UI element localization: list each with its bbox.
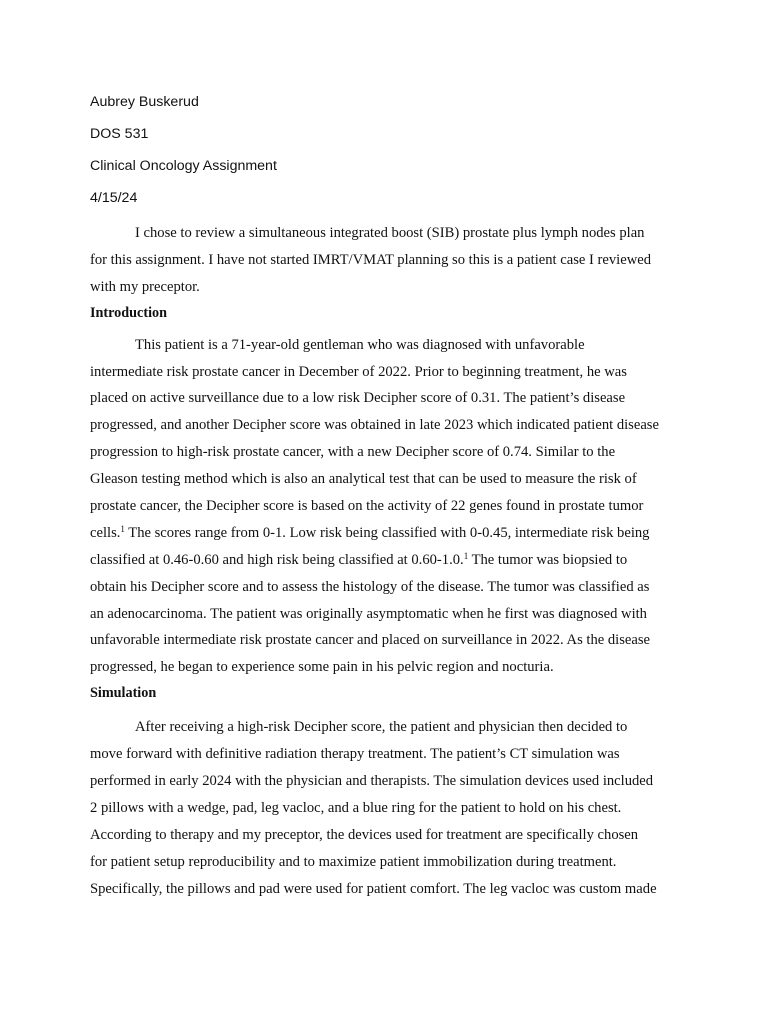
line-text: classified at 0.46-0.60 and high risk being classified at 0.60-1.0. bbox=[90, 551, 464, 568]
text-line: with my preceptor. bbox=[90, 278, 200, 295]
course-code: DOS 531 bbox=[90, 126, 149, 142]
text-line: According to therapy and my preceptor, the devices used for treatment are specifically chosen bbox=[90, 826, 639, 843]
assignment-title: Clinical Oncology Assignment bbox=[90, 158, 277, 174]
text-line: Specifically, the pillows and pad were used for patient comfort. The leg vacloc was custom made bbox=[90, 880, 657, 897]
text-line: I chose to review a simultaneous integrated boost (SIB) prostate plus lymph nodes plan bbox=[135, 225, 645, 241]
text-line: an adenocarcinoma. The patient was originally asymptomatic when he first was diagnosed with bbox=[90, 605, 647, 622]
text-line: for this assignment. I have not started IMRT/VMAT planning so this is a patient case I reviewed bbox=[90, 251, 652, 268]
text-line: obtain his Decipher score and to assess the histology of the disease. The tumor was classified as bbox=[90, 578, 650, 595]
text-line: progressed, and another Decipher score was obtained in late 2023 which indicated patient disease bbox=[90, 417, 659, 434]
citation-superscript: 1 bbox=[463, 550, 469, 561]
assignment-date: 4/15/24 bbox=[90, 190, 138, 206]
text-line: move forward with definitive radiation therapy treatment. The patient’s CT simulation was bbox=[90, 746, 620, 763]
text-line: unfavorable intermediate risk prostate cancer and placed on surveillance in 2022. As the disease bbox=[90, 632, 651, 649]
text-line: progression to high-risk prostate cancer, with a new Decipher score of 0.74. Similar to the bbox=[90, 444, 616, 461]
text-line-with-citation bbox=[90, 547, 682, 574]
line-text: The scores range from 0-1. Low risk being classified with 0-0.45, intermediate risk being bbox=[124, 524, 650, 541]
line-text: The tumor was biopsied to bbox=[468, 551, 628, 568]
introduction-heading: Introduction bbox=[90, 304, 167, 321]
text-line-with-citation bbox=[90, 520, 682, 547]
line-text: cells. bbox=[90, 524, 121, 541]
text-line: progressed, he began to experience some pain in his pelvic region and nocturia. bbox=[90, 659, 554, 676]
citation-superscript: 1 bbox=[120, 523, 125, 534]
text-line: for patient setup reproducibility and to maximize patient immobilization during treatment. bbox=[90, 853, 617, 870]
text-line: After receiving a high-risk Decipher score, the patient and physician then decided to bbox=[135, 719, 628, 736]
text-line: intermediate risk prostate cancer in December of 2022. Prior to beginning treatment, he was bbox=[90, 363, 627, 380]
simulation-paragraph bbox=[90, 714, 682, 902]
text-line: This patient is a 71-year-old gentleman who was diagnosed with unfavorable bbox=[135, 336, 585, 353]
text-line: performed in early 2024 with the physician and therapists. The simulation devices used included bbox=[90, 773, 654, 790]
text-line: 2 pillows with a wedge, pad, leg vacloc, and a blue ring for the patient to hold on his chest. bbox=[90, 799, 622, 816]
simulation-heading: Simulation bbox=[90, 685, 157, 702]
opening-paragraph bbox=[90, 220, 682, 301]
text-line: placed on active surveillance due to a low risk Decipher score of 0.31. The patient’s disease bbox=[90, 390, 626, 407]
text-line: Gleason testing method which is also an analytical test that can be used to measure the risk of bbox=[90, 471, 637, 488]
text-line: prostate cancer, the Decipher score is based on the activity of 22 genes found in prostate tumor bbox=[90, 498, 644, 515]
document-page bbox=[90, 92, 682, 902]
author-name: Aubrey Buskerud bbox=[90, 94, 199, 110]
introduction-paragraph bbox=[90, 332, 682, 682]
